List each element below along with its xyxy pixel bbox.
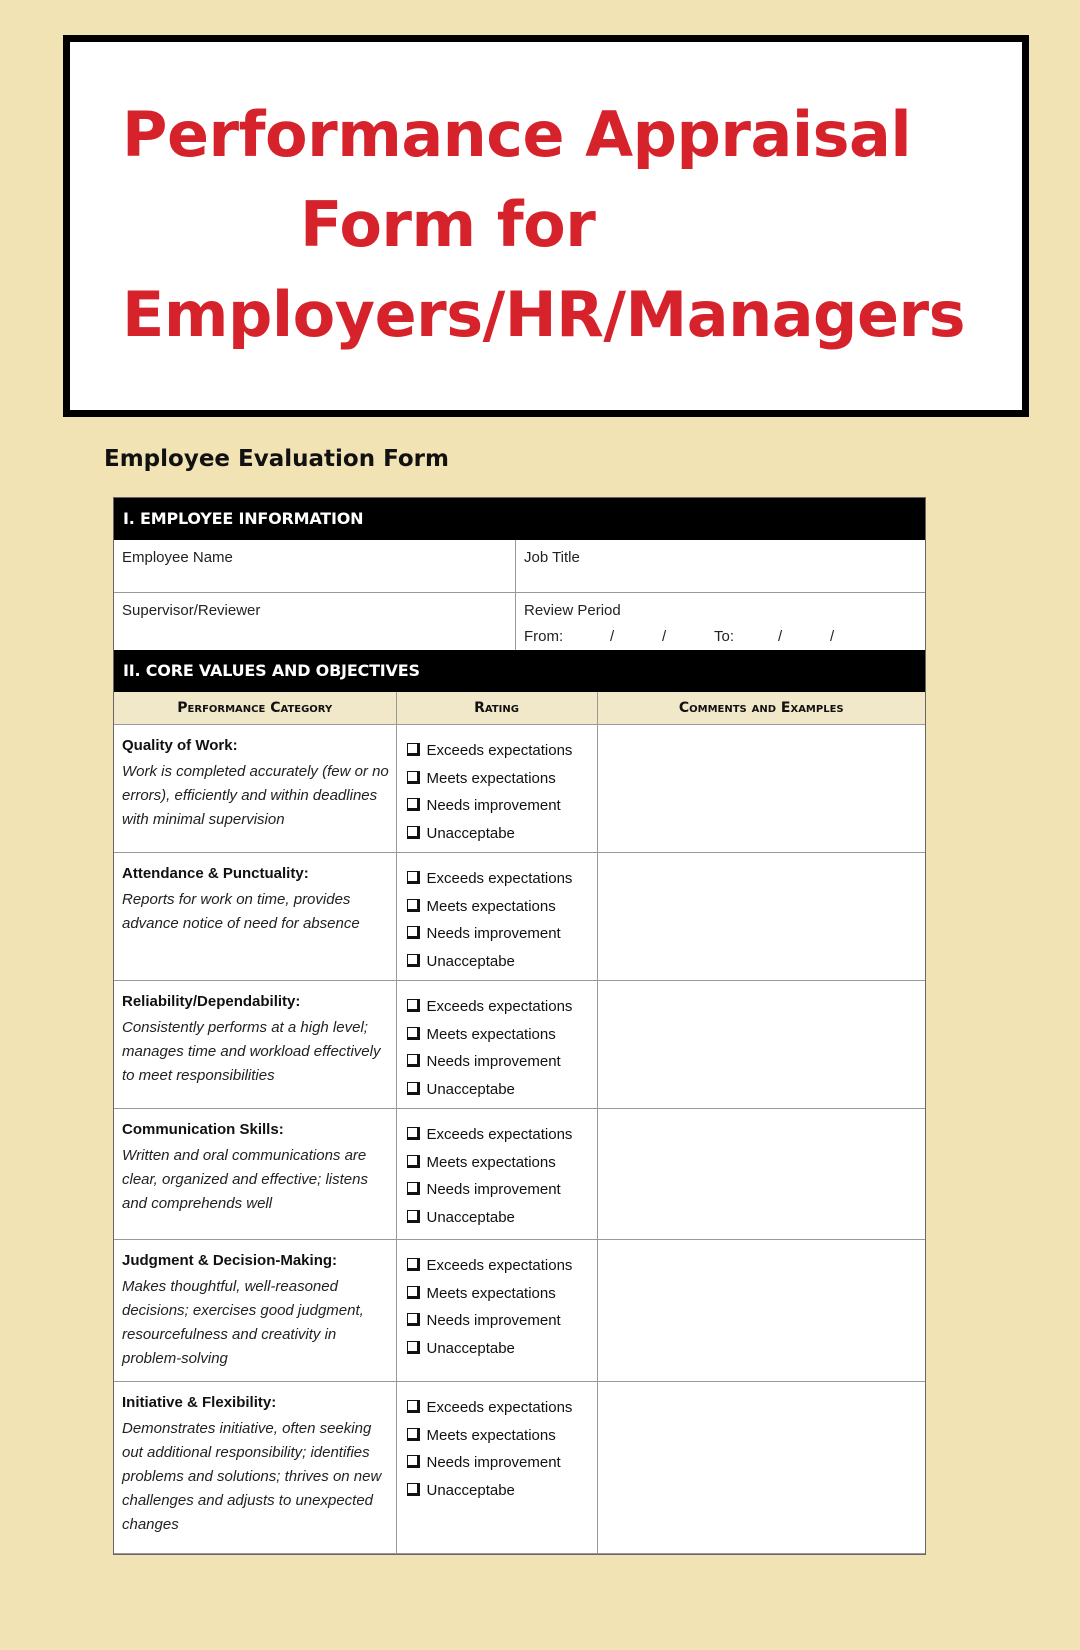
category-description: Reports for work on time, provides advance notice of need for absence [122, 891, 360, 932]
rating-option-meets-expectations[interactable] [407, 893, 597, 921]
checkbox-icon[interactable] [407, 1054, 420, 1067]
checkbox-icon[interactable] [407, 1428, 420, 1441]
checkbox-icon[interactable] [407, 1258, 420, 1271]
rating-option-unacceptable[interactable] [407, 820, 597, 848]
rating-option-exceeds-expectations[interactable] [407, 1121, 597, 1149]
rating-option-label: Needs improvement [426, 925, 561, 942]
checkbox-icon[interactable] [407, 1286, 420, 1299]
rating-option-label: Exceeds expectations [426, 742, 573, 759]
banner-title-line-3: Employers/HR/Managers [122, 278, 965, 351]
checkbox-icon[interactable] [407, 1313, 420, 1326]
rating-cell [396, 1382, 597, 1554]
review-period-dates [524, 628, 917, 645]
checkbox-icon[interactable] [407, 1082, 420, 1095]
checkbox-icon[interactable] [407, 1483, 420, 1496]
rating-option-label: Needs improvement [426, 1312, 561, 1329]
comments-cell[interactable] [597, 853, 925, 981]
category-description: Consistently performs at a high level; manages time and workload effectively to meet responsibilities [122, 1019, 381, 1084]
rating-option-label: Meets expectations [426, 897, 556, 915]
rating-option-label: Exceeds expectations [426, 1126, 573, 1143]
checkbox-icon[interactable] [407, 954, 420, 967]
checkbox-icon[interactable] [407, 826, 420, 839]
job-title-label: Job Title [524, 549, 580, 566]
rating-option-meets-expectations[interactable] [407, 1149, 597, 1177]
category-name: Reliability/Dependability: [122, 993, 301, 1010]
checkbox-icon[interactable] [407, 1341, 420, 1354]
rating-option-unacceptable[interactable] [407, 1204, 597, 1232]
rating-option-needs-improvement[interactable] [407, 1307, 597, 1335]
banner-title [122, 90, 965, 360]
rating-option-exceeds-expectations[interactable] [407, 1252, 597, 1280]
checkbox-icon[interactable] [407, 1182, 420, 1195]
rating-option-label: Exceeds expectations [426, 998, 573, 1015]
table-row [114, 725, 925, 853]
checkbox-icon[interactable] [407, 1455, 420, 1468]
rating-option-unacceptable[interactable] [407, 1076, 597, 1104]
title-banner [63, 35, 1029, 417]
rating-option-unacceptable[interactable] [407, 948, 597, 976]
rating-option-needs-improvement[interactable] [407, 1176, 597, 1204]
rating-option-needs-improvement[interactable] [407, 1449, 597, 1477]
review-period-field[interactable] [516, 593, 925, 650]
checkbox-icon[interactable] [407, 743, 420, 756]
date-slash: / [778, 628, 783, 645]
rating-option-label: Unacceptabe [426, 1080, 515, 1098]
document-title: Employee Evaluation Form [104, 446, 449, 472]
rating-option-label: Needs improvement [426, 797, 561, 814]
rating-option-label: Needs improvement [426, 1181, 561, 1198]
category-cell [114, 725, 396, 853]
info-row-supervisor-period [114, 593, 925, 650]
checkbox-icon[interactable] [407, 999, 420, 1012]
checkbox-icon[interactable] [407, 926, 420, 939]
rating-option-label: Needs improvement [426, 1053, 561, 1070]
checkbox-icon[interactable] [407, 899, 420, 912]
rating-option-label: Unacceptabe [426, 824, 515, 842]
rating-option-label: Exceeds expectations [426, 1399, 573, 1416]
rating-cell [396, 725, 597, 853]
rating-cell [396, 1240, 597, 1382]
rating-option-label: Needs improvement [426, 1454, 561, 1471]
rating-option-meets-expectations[interactable] [407, 1021, 597, 1049]
category-name: Communication Skills: [122, 1121, 284, 1138]
category-description: Written and oral communications are clear, organized and effective; listens and comprehends well [122, 1147, 368, 1212]
rating-option-unacceptable[interactable] [407, 1335, 597, 1363]
date-slash: / [610, 628, 615, 645]
comments-cell[interactable] [597, 725, 925, 853]
category-cell [114, 1109, 396, 1240]
category-name: Judgment & Decision-Making: [122, 1252, 338, 1269]
category-cell [114, 1382, 396, 1554]
rating-option-label: Meets expectations [426, 769, 556, 787]
info-row-name-title [114, 540, 925, 593]
column-header-performance-category: Performance Category [114, 692, 396, 725]
category-description: Makes thoughtful, well-reasoned decisions; exercises good judgment, resourcefulness and creativity in problem-solving [122, 1278, 364, 1367]
category-cell [114, 1240, 396, 1382]
rating-option-needs-improvement[interactable] [407, 1048, 597, 1076]
category-description: Demonstrates initiative, often seeking out additional responsibility; identifies problems and solutions; thrives on new challenges and adjusts to unexpected changes [122, 1420, 382, 1533]
comments-cell[interactable] [597, 1240, 925, 1382]
checkbox-icon[interactable] [407, 1027, 420, 1040]
banner-title-line-2: Form for [300, 188, 596, 261]
rating-option-needs-improvement[interactable] [407, 920, 597, 948]
checkbox-icon[interactable] [407, 771, 420, 784]
category-name: Initiative & Flexibility: [122, 1394, 277, 1411]
ratings-table-header [114, 692, 925, 725]
rating-option-meets-expectations[interactable] [407, 1280, 597, 1308]
rating-option-needs-improvement[interactable] [407, 792, 597, 820]
category-description: Work is completed accurately (few or no errors), efficiently and within deadlines with minimal supervision [122, 763, 389, 828]
column-header-comments: Comments and Examples [597, 692, 925, 725]
rating-option-label: Exceeds expectations [426, 870, 573, 887]
checkbox-icon[interactable] [407, 1210, 420, 1223]
date-slash: / [830, 628, 835, 645]
rating-option-unacceptable[interactable] [407, 1477, 597, 1505]
table-row [114, 1382, 925, 1554]
from-label: From: [524, 628, 564, 645]
table-row [114, 853, 925, 981]
category-name: Quality of Work: [122, 737, 238, 754]
rating-option-label: Unacceptabe [426, 1481, 515, 1499]
rating-option-label: Meets expectations [426, 1153, 556, 1171]
comments-cell[interactable] [597, 1382, 925, 1554]
table-row [114, 981, 925, 1109]
rating-option-label: Unacceptabe [426, 952, 515, 970]
rating-option-meets-expectations[interactable] [407, 1422, 597, 1450]
rating-option-label: Unacceptabe [426, 1208, 515, 1226]
section-core-values-header: II. CORE VALUES AND OBJECTIVES [114, 650, 925, 692]
rating-option-label: Meets expectations [426, 1284, 556, 1302]
banner-title-line-1: Performance Appraisal [122, 98, 912, 171]
rating-cell [396, 853, 597, 981]
rating-option-label: Exceeds expectations [426, 1257, 573, 1274]
evaluation-form [113, 497, 926, 1555]
rating-option-label: Meets expectations [426, 1426, 556, 1444]
review-period-label: Review Period [524, 602, 621, 619]
employee-name-label: Employee Name [122, 549, 233, 566]
rating-cell [396, 1109, 597, 1240]
checkbox-icon[interactable] [407, 1127, 420, 1140]
category-name: Attendance & Punctuality: [122, 865, 309, 882]
section-employee-information-header: I. EMPLOYEE INFORMATION [114, 498, 925, 540]
employee-name-field[interactable] [114, 540, 516, 592]
checkbox-icon[interactable] [407, 871, 420, 884]
comments-cell[interactable] [597, 1109, 925, 1240]
rating-option-exceeds-expectations[interactable] [407, 993, 597, 1021]
table-row [114, 1109, 925, 1240]
rating-option-exceeds-expectations[interactable] [407, 737, 597, 765]
rating-option-label: Unacceptabe [426, 1339, 515, 1357]
date-slash: / [662, 628, 667, 645]
to-label: To: [714, 628, 735, 645]
job-title-field[interactable] [516, 540, 925, 592]
comments-cell[interactable] [597, 981, 925, 1109]
rating-option-meets-expectations[interactable] [407, 765, 597, 793]
category-cell [114, 981, 396, 1109]
rating-option-exceeds-expectations[interactable] [407, 1394, 597, 1422]
supervisor-field[interactable] [114, 593, 516, 650]
checkbox-icon[interactable] [407, 1155, 420, 1168]
table-row [114, 1240, 925, 1382]
supervisor-label: Supervisor/Reviewer [122, 602, 261, 619]
ratings-table [114, 692, 925, 1554]
column-header-rating: Rating [396, 692, 597, 725]
rating-option-label: Meets expectations [426, 1025, 556, 1043]
checkbox-icon[interactable] [407, 1400, 420, 1413]
rating-cell [396, 981, 597, 1109]
checkbox-icon[interactable] [407, 798, 420, 811]
rating-option-exceeds-expectations[interactable] [407, 865, 597, 893]
category-cell [114, 853, 396, 981]
